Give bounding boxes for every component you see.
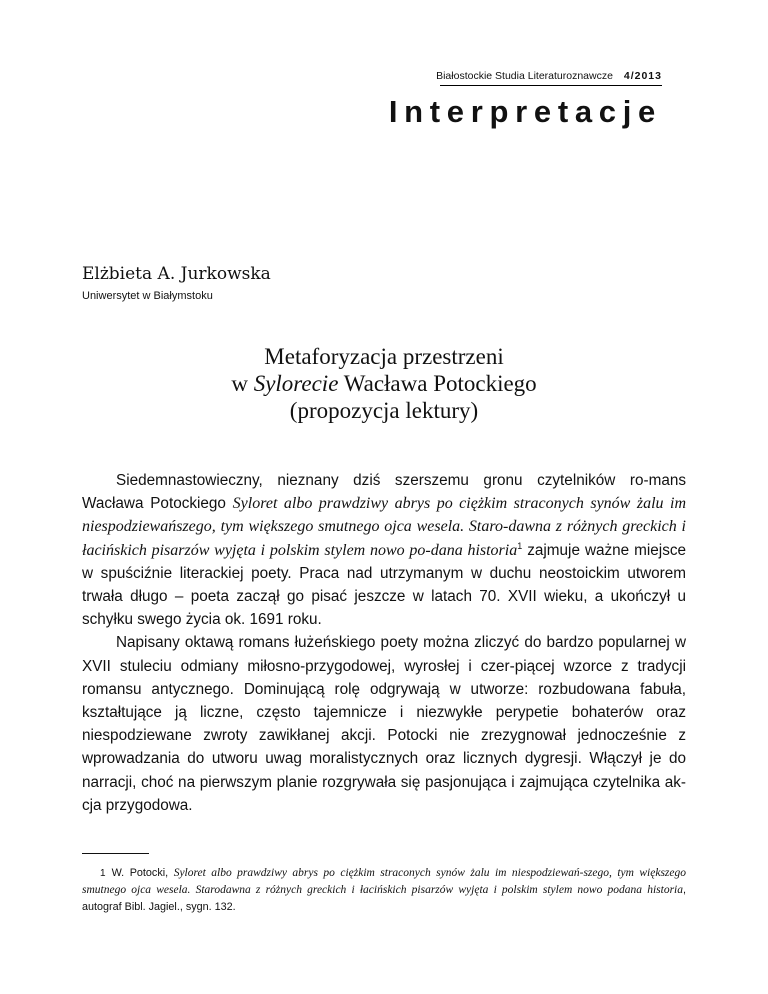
title-line-2 [82,370,686,397]
article-title [82,343,686,424]
title-line-2-suffix: Wacława Potockiego [338,371,537,396]
footnote-tail: , autograf Bibl. Jagiel., sygn. 132. [82,884,686,914]
footnote-number: 1 [100,868,106,879]
author-name: Elżbieta A. Jurkowska [82,264,271,284]
running-header [436,70,662,82]
paragraph-1 [82,469,686,631]
footnote-rule [82,853,149,854]
footnote [82,865,686,917]
title-line-3: (propozycja lektury) [289,398,479,423]
author-affiliation: Uniwersytet w Białymstoku [82,290,213,302]
title-line-2-italic: Sylorecie [253,371,339,396]
title-line-2-prefix: w [231,371,254,396]
paragraph-2: Napisany oktawą romans łużeńskiego poety można zliczyć do bardzo popularnej w XVII stuleciu odmiany miłosno-przygodowej, wyrosłej i czer-piącej wzorce z tradycji romansu antycznego. Dominującą rolę odgrywają w utworze: rozbudowana fabuła, kształtujące ją liczne, często tajemnicze i niezwykłe perypetie bohaterów oraz niespodziewane zwroty zawikłanej akcji. Potocki nie zrezygnował jednocześnie z wprowadzania do utworu uwag moralistycznych oraz licznych dygresji. Włączył je do narracji, choć na pierwszym planie rozgrywała się pasjonująca i zajmująca czytelnika ak-cja przygodowa. [82,634,686,814]
footnote-italic-title: Syloret albo prawdziwy abrys po ciężkim straconych synów żalu im niespodziewań-szego, tym większego smutnego ojca wesela. Starodawna z różnych greckich i łacińskich pisarzów wyjęta i polskim stylem nowo podana historia [82,867,686,897]
section-title: Interpretacje [388,94,662,129]
article-body [82,469,686,817]
paragraph-1-text-b: zajmuje ważne miejsce w spuściźnie literackiej poety. Praca nad utrzymanym w duchu neostoickim utworem trwała długo – poeta zaczął go pisać jeszcze w latach 70. XVII wieku, a ukończył u schyłku swego życia ok. 1691 roku. [82,541,686,629]
paragraph-1-italic-title: Syloret albo prawdziwy abrys po ciężkim straconych synów żalu im niespodziewańszego, tym większego smutnego ojca wesela. Staro-dawna z różnych greckich i łacińskich pisarzów wyjęta i polskim stylem nowo po-dana historia [82,495,687,559]
issue-number: 4/2013 [623,70,662,82]
header-rule [440,85,662,86]
footnote-lead: W. Potocki, [111,867,174,879]
journal-name: Białostockie Studia Literaturoznawcze [436,70,613,82]
paragraph-1-text-a: Siedemnastowieczny, nieznany dziś szerszemu gronu czytelników ro-mans Wacława Potockiego [82,472,686,513]
footnote-reference[interactable]: 1 [517,540,523,551]
title-line-1: Metaforyzacja przestrzeni [264,344,504,369]
